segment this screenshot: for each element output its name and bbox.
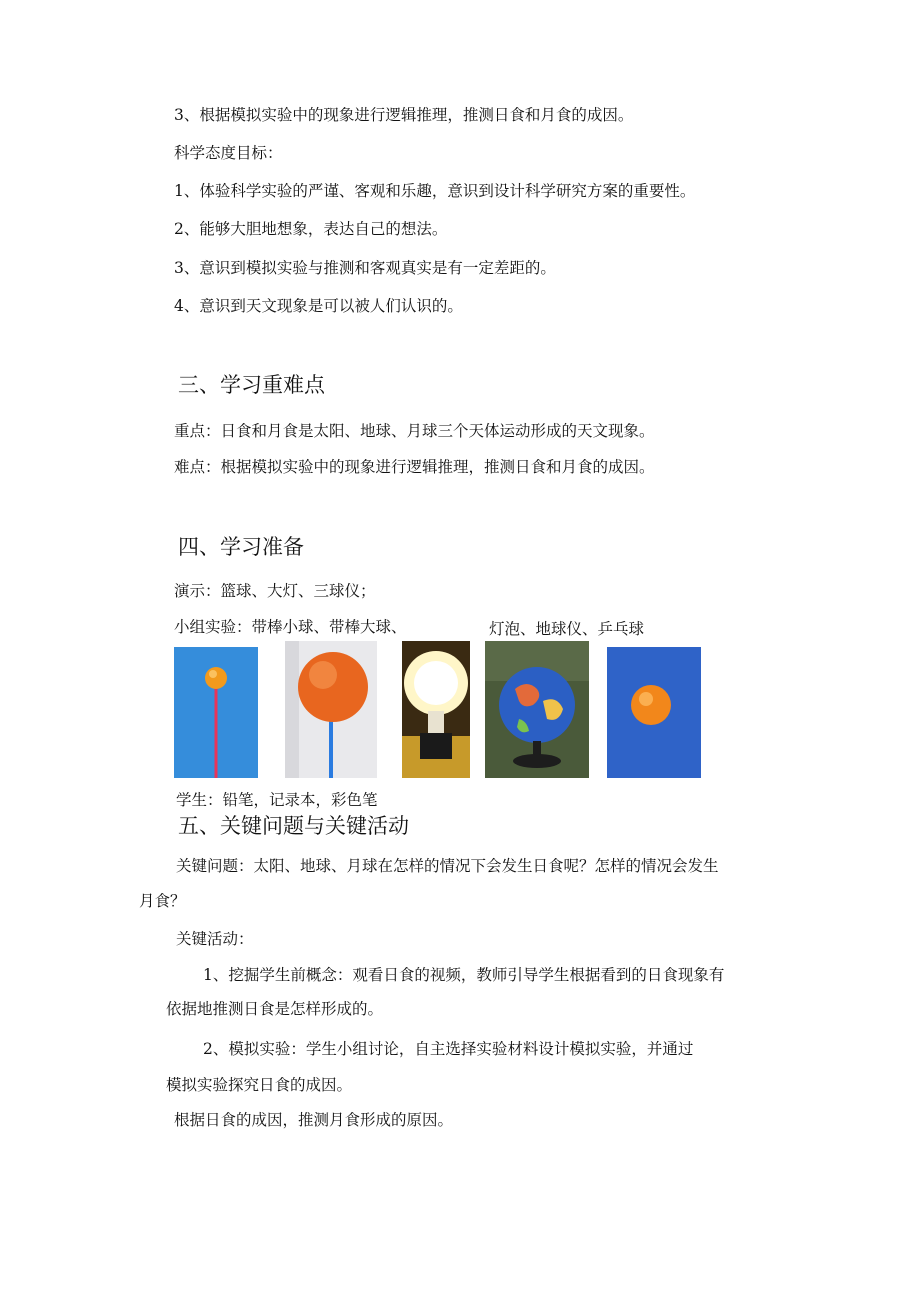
attitude-goal-3: 3、意识到模拟实验与推测和客观真实是有一定差距的。 [174,259,556,277]
attitude-goal-1: 1、体验科学实验的严谨、客观和乐趣，意识到设计科学研究方案的重要性。 [174,182,696,200]
activity-2-line-2: 模拟实验探究日食的成因。 [166,1076,353,1094]
key-point: 重点：日食和月食是太阳、地球、月球三个天体运动形成的天文现象。 [174,422,655,440]
light-bulb-photo [402,641,470,778]
section-4-heading: 四、学习准备 [178,535,304,559]
conclusion: 根据日食的成因，推测月食形成的原因。 [174,1111,454,1129]
attitude-goals-heading: 科学态度目标： [174,144,283,162]
attitude-goal-4: 4、意识到天文现象是可以被人们认识的。 [174,297,463,315]
activity-1-line-1: 1、挖掘学生前概念：观看日食的视频，教师引导学生根据看到的日食现象有 [203,966,725,984]
key-activities-label: 关键活动： [176,930,254,948]
key-question-line-1: 关键问题：太阳、地球、月球在怎样的情况下会发生日食呢？怎样的情况会发生 [176,857,719,875]
activity-1-line-2: 依据地推测日食是怎样形成的。 [166,1000,384,1018]
skill-goal-3: 3、根据模拟实验中的现象进行逻辑推理，推测日食和月食的成因。 [174,106,634,124]
demo-materials: 演示：篮球、大灯、三球仪； [174,582,376,600]
student-materials: 学生：铅笔，记录本，彩色笔 [176,791,378,809]
section-3-heading: 三、学习重难点 [178,373,325,397]
group-materials-label: 小组实验：带棒小球、带棒大球、 [174,618,407,636]
big-ball-on-stick-photo [285,641,377,778]
attitude-goal-2: 2、能够大胆地想象，表达自己的想法。 [174,220,448,238]
globe-photo [485,641,589,778]
section-5-heading: 五、关键问题与关键活动 [178,814,409,838]
difficult-point: 难点：根据模拟实验中的现象进行逻辑推理，推测日食和月食的成因。 [174,458,655,476]
key-question-line-2: 月食？ [139,892,186,910]
group-materials-label-right: 灯泡、地球仪、乒乓球 [489,620,645,638]
activity-2-line-1: 2、模拟实验：学生小组讨论，自主选择实验材料设计模拟实验，并通过 [203,1040,694,1058]
ping-pong-ball-photo [607,647,701,778]
small-ball-on-stick-photo [174,647,258,778]
